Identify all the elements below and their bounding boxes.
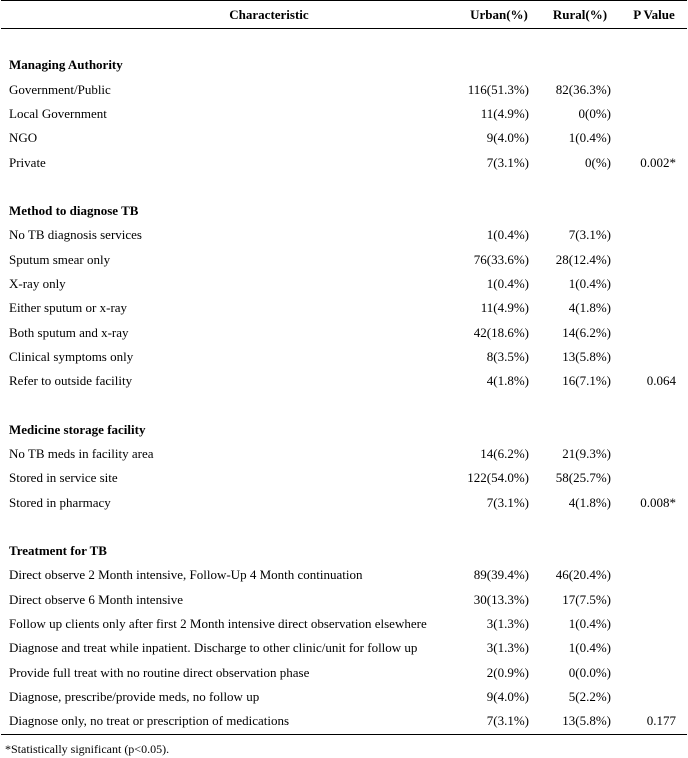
urban-value: 2(0.9%): [486, 664, 529, 680]
spacer-row: [1, 175, 687, 199]
row-label: Diagnose, prescribe/provide meds, no follow up: [9, 689, 260, 705]
urban-value: 3(1.3%): [486, 616, 529, 632]
header-rural: Rural(%): [539, 1, 621, 29]
p-value: [621, 612, 687, 636]
row-label: Direct observe 6 Month intensive: [9, 591, 184, 607]
row-label: Local Government: [9, 105, 107, 121]
urban-value: 7(3.1%): [486, 154, 529, 170]
header-urban: Urban(%): [459, 1, 539, 29]
table-row: [1, 685, 687, 709]
rural-value: 0(%): [585, 154, 611, 170]
characteristics-table: [1, 0, 687, 735]
spacer-row: [1, 29, 687, 54]
rural-value: 16(7.1%): [562, 373, 611, 389]
table-row: [1, 563, 687, 587]
table-row: [1, 636, 687, 660]
section-title: Method to diagnose TB: [9, 202, 139, 218]
rural-value: 7(3.1%): [568, 227, 611, 243]
urban-value: 3(1.3%): [486, 640, 529, 656]
row-label: Government/Public: [9, 81, 111, 97]
rural-value: 13(5.8%): [539, 709, 621, 734]
table-row: [1, 466, 687, 490]
p-value: [621, 685, 687, 709]
rural-value: 4(1.8%): [568, 300, 611, 316]
urban-value: 11(4.9%): [480, 105, 529, 121]
row-label: Direct observe 2 Month intensive, Follow-Up 4 Month continuation: [9, 567, 363, 583]
row-label: Both sputum and x-ray: [9, 324, 129, 340]
spacer-row: [1, 393, 687, 417]
p-value: [621, 126, 687, 150]
section-title: Managing Authority: [9, 57, 123, 73]
row-label: Stored in service site: [9, 470, 118, 486]
section-header-row: [1, 417, 687, 441]
p-value: [621, 466, 687, 490]
rural-value: 46(20.4%): [555, 567, 611, 583]
p-value: [621, 223, 687, 247]
row-label: Private: [9, 154, 46, 170]
p-value: [621, 296, 687, 320]
rural-value: 0(0.0%): [568, 664, 611, 680]
row-label: Refer to outside facility: [9, 373, 133, 389]
table-row: [1, 77, 687, 101]
p-value: [621, 345, 687, 369]
rural-value: 82(36.3%): [555, 81, 611, 97]
row-label: No TB diagnosis services: [9, 227, 142, 243]
p-value: [621, 636, 687, 660]
p-value: 0.064: [646, 373, 676, 389]
urban-value: 30(13.3%): [473, 591, 529, 607]
section-title: Treatment for TB: [9, 543, 107, 559]
p-value: [621, 442, 687, 466]
footnote: *Statistically significant (p<0.05).: [5, 741, 170, 756]
p-value: [621, 272, 687, 296]
rural-value: 21(9.3%): [562, 445, 611, 461]
rural-value: 28(12.4%): [555, 251, 611, 267]
row-label: Sputum smear only: [9, 251, 111, 267]
p-value: [621, 102, 687, 126]
row-label: Provide full treat with no routine direct observation phase: [9, 664, 310, 680]
urban-value: 9(4.0%): [486, 689, 529, 705]
rural-value: 4(1.8%): [568, 494, 611, 510]
rural-value: 0(0%): [578, 105, 611, 121]
row-label: Follow up clients only after first 2 Month intensive direct observation elsewhere: [9, 616, 427, 632]
p-value: [621, 247, 687, 271]
spacer-row: [1, 515, 687, 539]
section-header-row: [1, 199, 687, 223]
section-header-row: [1, 539, 687, 563]
urban-value: 4(1.8%): [486, 373, 529, 389]
header-row: [1, 1, 687, 29]
p-value: [621, 563, 687, 587]
urban-value: 8(3.5%): [486, 348, 529, 364]
table-row: [1, 442, 687, 466]
urban-value: 89(39.4%): [473, 567, 529, 583]
rural-value: 14(6.2%): [562, 324, 611, 340]
p-value: [621, 77, 687, 101]
row-label: Stored in pharmacy: [9, 494, 111, 510]
table-row: [1, 345, 687, 369]
table-row: [1, 612, 687, 636]
rural-value: 13(5.8%): [562, 348, 611, 364]
section-header-row: [1, 53, 687, 77]
urban-value: 1(0.4%): [486, 275, 529, 291]
header-characteristic: Characteristic: [1, 1, 459, 29]
row-label: Either sputum or x-ray: [9, 300, 128, 316]
table-row: [1, 126, 687, 150]
p-value: [621, 588, 687, 612]
table-row: [1, 661, 687, 685]
section-title: Medicine storage facility: [9, 421, 146, 437]
urban-value: 42(18.6%): [473, 324, 529, 340]
row-label: Clinical symptoms only: [9, 348, 134, 364]
rural-value: 1(0.4%): [568, 130, 611, 146]
row-label: Diagnose and treat while inpatient. Discharge to other clinic/unit for follow up: [9, 640, 418, 656]
urban-value: 14(6.2%): [480, 445, 529, 461]
p-value: [621, 320, 687, 344]
urban-value: 116(51.3%): [467, 81, 529, 97]
rural-value: 1(0.4%): [568, 616, 611, 632]
table-row: [1, 491, 687, 515]
row-label: No TB meds in facility area: [9, 445, 154, 461]
table-row: [1, 709, 687, 734]
table-row: [1, 369, 687, 393]
rural-value: 1(0.4%): [568, 275, 611, 291]
row-label: Diagnose only, no treat or prescription of medications: [1, 709, 459, 734]
rural-value: 5(2.2%): [568, 689, 611, 705]
p-value: [621, 661, 687, 685]
table-body: [1, 29, 687, 735]
row-label: X-ray only: [9, 275, 66, 291]
rural-value: 58(25.7%): [555, 470, 611, 486]
table-row: [1, 223, 687, 247]
table-row: [1, 150, 687, 174]
urban-value: 1(0.4%): [486, 227, 529, 243]
header-pvalue: P Value: [621, 1, 687, 29]
p-value: 0.177: [621, 709, 687, 734]
row-label: NGO: [9, 130, 38, 146]
table-row: [1, 588, 687, 612]
urban-value: 76(33.6%): [473, 251, 529, 267]
table-row: [1, 247, 687, 271]
urban-value: 9(4.0%): [486, 130, 529, 146]
urban-value: 122(54.0%): [467, 470, 529, 486]
urban-value: 11(4.9%): [480, 300, 529, 316]
table-row: [1, 296, 687, 320]
p-value: 0.002*: [640, 154, 676, 170]
urban-value: 7(3.1%): [486, 494, 529, 510]
table-row: [1, 272, 687, 296]
table-row: [1, 102, 687, 126]
table-row: [1, 320, 687, 344]
p-value: 0.008*: [640, 494, 676, 510]
rural-value: 1(0.4%): [568, 640, 611, 656]
urban-value: 7(3.1%): [459, 709, 539, 734]
rural-value: 17(7.5%): [562, 591, 611, 607]
